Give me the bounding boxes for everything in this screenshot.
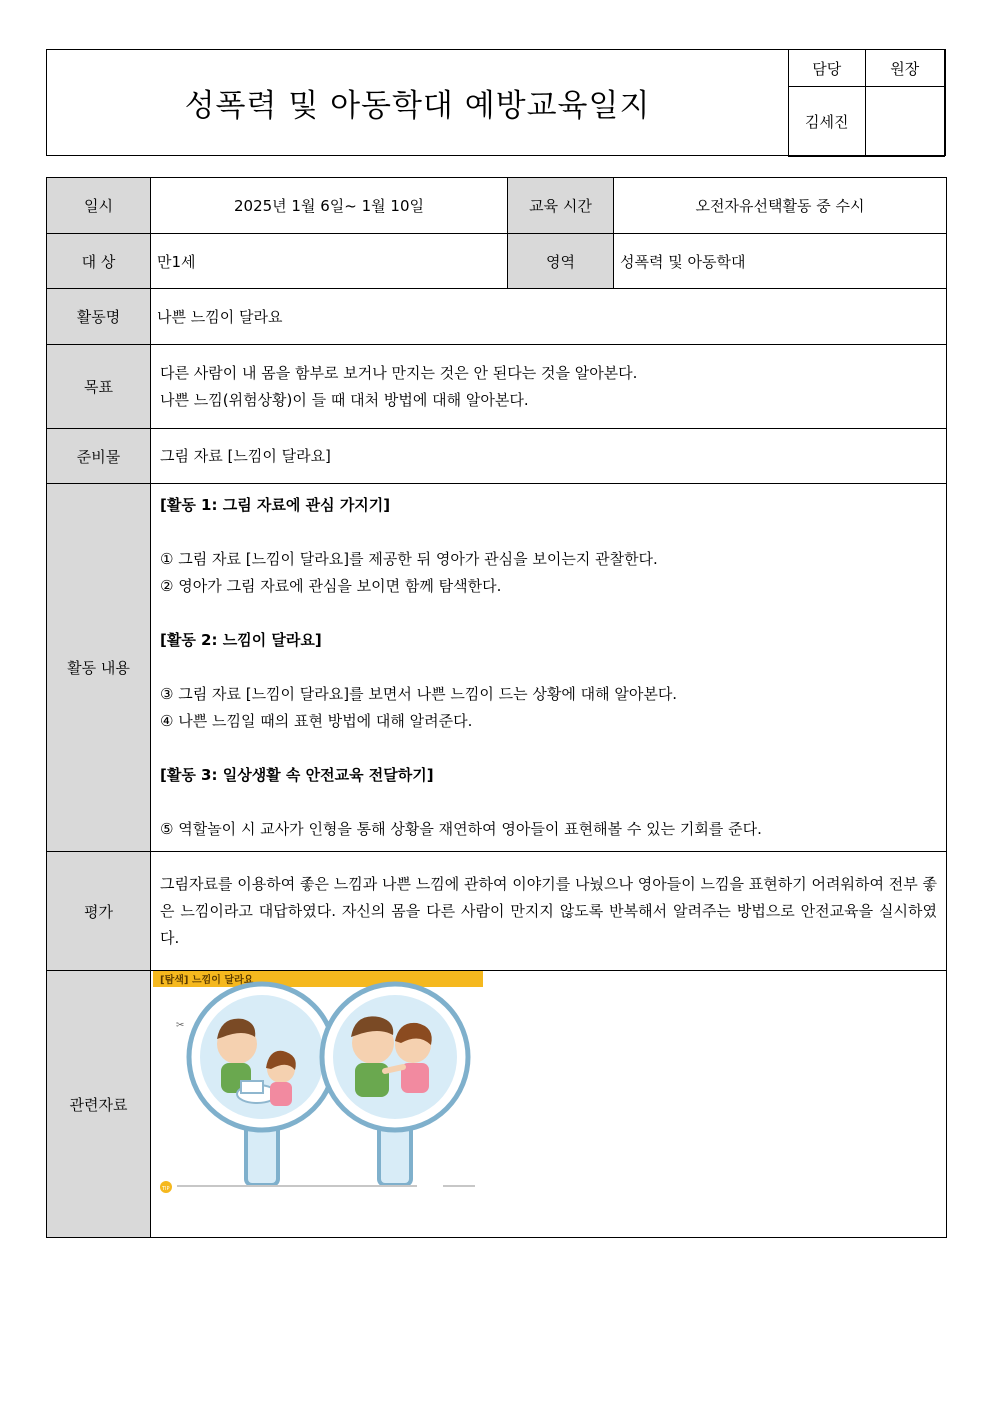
target-row <box>47 234 947 289</box>
footer-logo <box>443 1185 475 1187</box>
activity-2-title: [활동 2: 느낌이 달라요] <box>160 631 322 649</box>
activity-3-title: [활동 3: 일상생활 속 안전교육 전달하기] <box>160 766 434 784</box>
area-label: 영역 <box>508 234 614 289</box>
activity-row <box>47 289 947 345</box>
content-cell <box>151 484 947 852</box>
date-label: 일시 <box>47 178 151 234</box>
eval-label: 평가 <box>47 852 151 971</box>
related-image-cell <box>151 971 947 1238</box>
time-value: 오전자유선택활동 중 수시 <box>614 178 947 234</box>
header-box <box>46 49 946 156</box>
content-row <box>47 484 947 852</box>
related-label: 관련자료 <box>47 971 151 1238</box>
materials-label: 준비물 <box>47 429 151 484</box>
target-value: 만1세 <box>151 234 508 289</box>
goal-cell <box>151 345 947 429</box>
log-table <box>46 177 947 1238</box>
step-1: ① 그림 자료 [느낌이 달라요]를 제공한 뒤 영아가 관심을 보이는지 관찰한다. <box>160 550 658 568</box>
related-row <box>47 971 947 1238</box>
materials-value: 그림 자료 [느낌이 달라요] <box>151 429 947 484</box>
step-3: ③ 그림 자료 [느낌이 달라요]를 보면서 나쁜 느낌이 드는 상황에 대해 알아본다. <box>160 685 678 703</box>
target-label: 대 상 <box>47 234 151 289</box>
scissors-icon: ✂ <box>176 1020 185 1031</box>
goal-line-2: 나쁜 느낌(위험상황)이 들 때 대처 방법에 대해 알아본다. <box>160 390 529 409</box>
director-label: 원장 <box>865 50 944 87</box>
activity-1-title: [활동 1: 그림 자료에 관심 가지기] <box>160 496 391 514</box>
manager-name: 김세진 <box>789 87 866 157</box>
footer-badge-text: TIP <box>162 1186 170 1192</box>
goal-row <box>47 345 947 429</box>
manager-label: 담당 <box>789 50 866 87</box>
materials-row <box>47 429 947 484</box>
step-2: ② 영아가 그림 자료에 관심을 보이면 함께 탐색한다. <box>160 577 502 595</box>
activity-label: 활동명 <box>47 289 151 345</box>
approval-table <box>788 49 945 157</box>
eval-row <box>47 852 947 971</box>
area-value: 성폭력 및 아동학대 <box>614 234 947 289</box>
time-label: 교육 시간 <box>508 178 614 234</box>
step-5: ⑤ 역할놀이 시 교사가 인형을 통해 상황을 재연하여 영아들이 표현해볼 수 있는 기회를 준다. <box>160 820 762 838</box>
activity-value: 나쁜 느낌이 달라요 <box>151 289 947 345</box>
content-label: 활동 내용 <box>47 484 151 852</box>
footer-text-line <box>177 1185 417 1187</box>
goal-line-1: 다른 사람이 내 몸을 함부로 보거나 만지는 것은 안 된다는 것을 알아본다. <box>160 363 638 382</box>
banner-label: [탐색] 느낌이 달라요 <box>160 975 254 986</box>
page-title: 성폭력 및 아동학대 예방교육일지 <box>184 88 651 124</box>
date-value: 2025년 1월 6일~ 1월 10일 <box>151 178 508 234</box>
goal-label: 목표 <box>47 345 151 429</box>
eval-value: 그림자료를 이용하여 좋은 느낌과 나쁜 느낌에 관하여 이야기를 나눴으나 영아들이 느낌을 표현하기 어려워하여 전부 좋은 느낌이라고 대답하였다. 자신의 몸을 다른 사람이 만지지 않도록 반복해서 알려주는 방법으로 안전교육을 실시하였다. <box>151 852 947 971</box>
step-4: ④ 나쁜 느낌일 때의 표현 방법에 대해 알려준다. <box>160 712 473 730</box>
related-illustration <box>151 971 485 1207</box>
date-row <box>47 178 947 234</box>
director-sign-cell <box>865 87 944 157</box>
